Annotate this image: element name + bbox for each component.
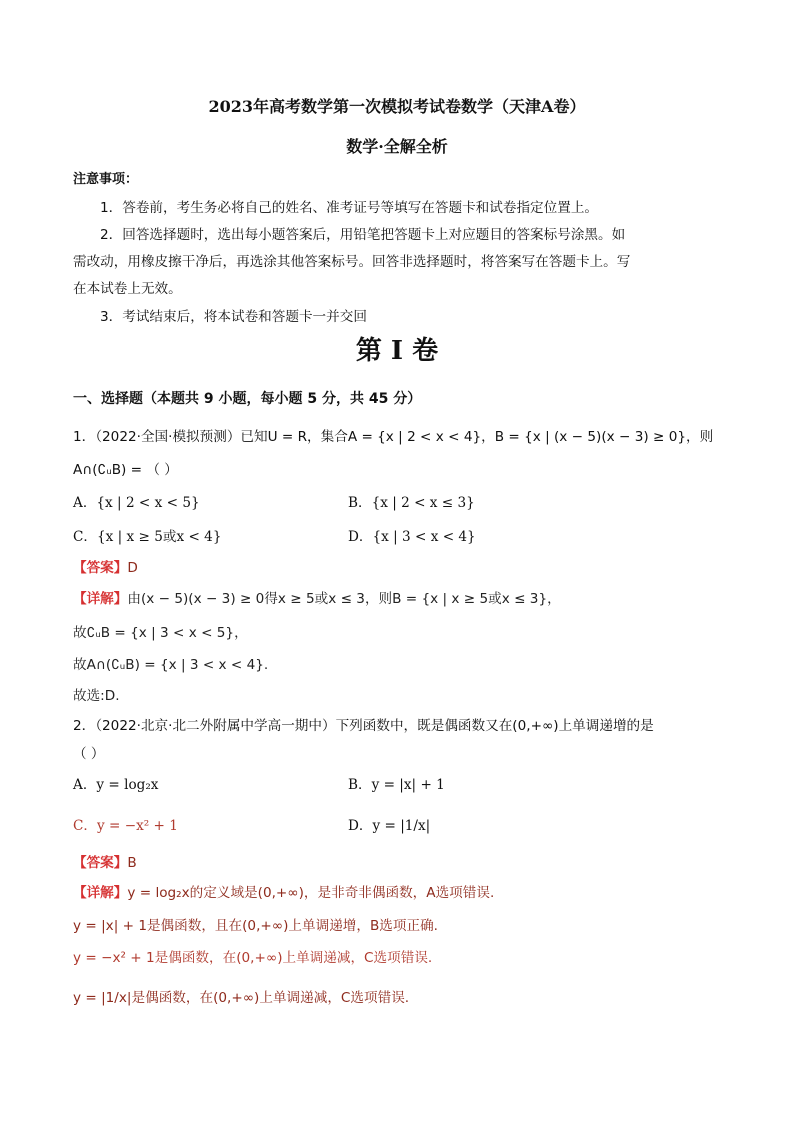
page-title: 2023年高考数学第一次模拟考试卷数学（天津A卷） (208, 97, 586, 116)
q1-detail-line4: 故选:D. (73, 688, 120, 704)
q2-detail-line2: y = |x| + 1是偶函数，且在(0,+∞)上单调递增，B选项正确. (73, 918, 438, 934)
q2-detail-line3: y = −x² + 1是偶函数，在(0,+∞)上单调递减，C选项错误. (73, 950, 433, 966)
notice-item-3: 3．考试结束后，将本试卷和答题卡一并交回 (100, 309, 367, 325)
q2-option-d: D．y = |1/x| (348, 818, 431, 834)
q1-answer: D (127, 560, 138, 576)
q2-answer: B (127, 855, 137, 871)
q2-option-c: C．y = −x² + 1 (73, 818, 178, 834)
q1-detail-line1: 由(x − 5)(x − 3) ≥ 0得x ≥ 5或x ≤ 3，则B = {x | x ≥ 5或x ≤ 3}， (127, 591, 561, 607)
notice-item-1: 1．答卷前，考生务必将自己的姓名、准考证号等填写在答题卡和试卷指定位置上。 (100, 200, 599, 216)
q2-detail-tag: 【详解】 (73, 885, 128, 901)
q1-detail-tag: 【详解】 (73, 591, 128, 607)
notice-heading: 注意事项： (73, 172, 139, 187)
q2-detail-line1: y = log₂x的定义域是(0,+∞)，是非奇非偶函数，A选项错误. (127, 885, 495, 901)
q2-stem-line1: 2．（2022·北京·北二外附属中学高一期中）下列函数中，既是偶函数又在(0,+∞)上单调递增的是 (73, 718, 654, 734)
notice-item-2-cont: 需改动，用橡皮擦干净后，再选涂其他答案标号。回答非选择题时，将答案写在答题卡上。写 (73, 254, 631, 270)
q1-stem-line1: 1．（2022·全国·模拟预测）已知U = R，集合A = {x | 2 < x < 4}，B = {x | (x − 5)(x − 3) ≥ 0}，则 (73, 429, 714, 445)
q1-detail-line3: 故A∩(∁ᵤB) = {x | 3 < x < 4}. (73, 657, 269, 673)
q1-option-d: D．{x | 3 < x < 4} (348, 529, 476, 545)
q1-stem-line2: A∩(∁ᵤB) = （ ） (73, 462, 178, 478)
q1-option-b: B．{x | 2 < x ≤ 3} (348, 495, 475, 511)
q1-option-c: C．{x | x ≥ 5或x < 4} (73, 529, 222, 545)
q2-option-b: B．y = |x| + 1 (348, 777, 445, 793)
q1-option-a: A．{x | 2 < x < 5} (73, 495, 200, 511)
q1-detail-line2: 故∁ᵤB = {x | 3 < x < 5}， (73, 625, 248, 641)
q2-answer-row (73, 851, 137, 871)
q2-detail-line4: y = |1/x|是偶函数，在(0,+∞)上单调递减，C选项错误. (73, 990, 410, 1006)
section-title: 一、选择题（本题共 9 小题，每小题 5 分，共 45 分） (73, 391, 422, 407)
volume-title: 第 I 卷 (355, 336, 439, 366)
q2-option-a: A．y = log₂x (73, 777, 159, 793)
notice-item-2-end: 在本试卷上无效。 (73, 281, 182, 297)
page-subtitle: 数学·全解全析 (346, 137, 448, 156)
q1-answer-tag: 【答案】 (73, 560, 128, 576)
q2-stem-line2: （ ） (73, 746, 105, 762)
q2-answer-tag: 【答案】 (73, 855, 128, 871)
q2-detail-row (73, 881, 494, 901)
q1-answer-row (73, 556, 138, 576)
notice-item-2: 2．回答选择题时，选出每小题答案后，用铅笔把答题卡上对应题目的答案标号涂黑。如 (100, 227, 626, 243)
q1-detail-row (73, 587, 561, 607)
